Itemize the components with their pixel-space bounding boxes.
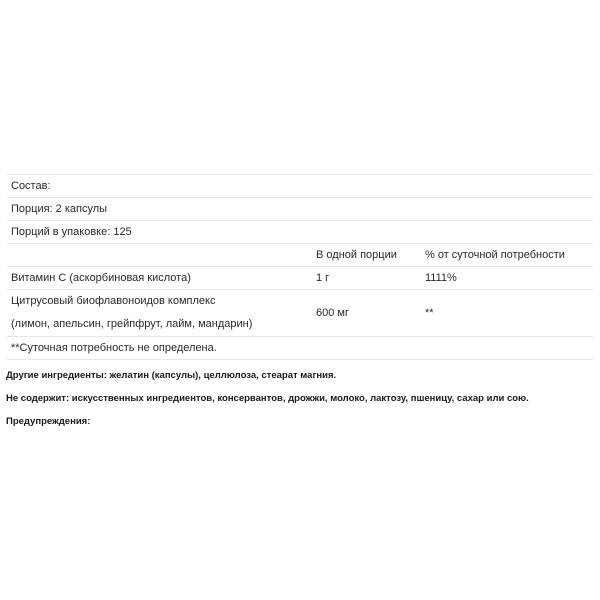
does-not-contain: Не содержит: искусственных ингредиентов, консервантов, дрожжи, молоко, лактозу, пшеницу, сахар или сою.: [6, 393, 529, 404]
table-row: [7, 221, 593, 244]
header-per-serving: В одной порции: [312, 244, 421, 267]
notes-section: [7, 370, 593, 428]
header-empty: [7, 244, 312, 267]
composition-title: Состав:: [7, 175, 593, 198]
table-header-row: [7, 244, 593, 267]
ingredient-name: [7, 290, 312, 337]
header-daily-value: % от суточной потребности: [421, 244, 593, 267]
composition-table: [7, 174, 593, 360]
ingredient-name-line2: (лимон, апельсин, грейпфрут, лайм, мандарин): [11, 318, 253, 330]
ingredient-dv: **: [421, 290, 593, 337]
other-ingredients: Другие ингредиенты: желатин (капсулы), целлюлоза, стеарат магния.: [6, 370, 337, 381]
ingredient-amount: 600 мг: [312, 290, 421, 337]
ingredient-dv: 1111%: [421, 267, 593, 290]
ingredient-name: Витамин C (аскорбиновая кислота): [7, 267, 312, 290]
table-row: [7, 267, 593, 290]
table-row: [7, 337, 593, 360]
ingredient-amount: 1 г: [312, 267, 421, 290]
serving-size: Порция: 2 капсулы: [7, 198, 593, 221]
ingredient-name-line1: Цитрусовый биофлавоноидов комплекс: [11, 295, 216, 307]
footnote: **Суточная потребность не определена.: [7, 337, 593, 360]
servings-per-container: Порций в упаковке: 125: [7, 221, 593, 244]
table-row: [7, 175, 593, 198]
warnings: Предупреждения:: [6, 416, 91, 427]
table-row: [7, 198, 593, 221]
supplement-facts: [7, 174, 593, 439]
table-row: [7, 290, 593, 337]
